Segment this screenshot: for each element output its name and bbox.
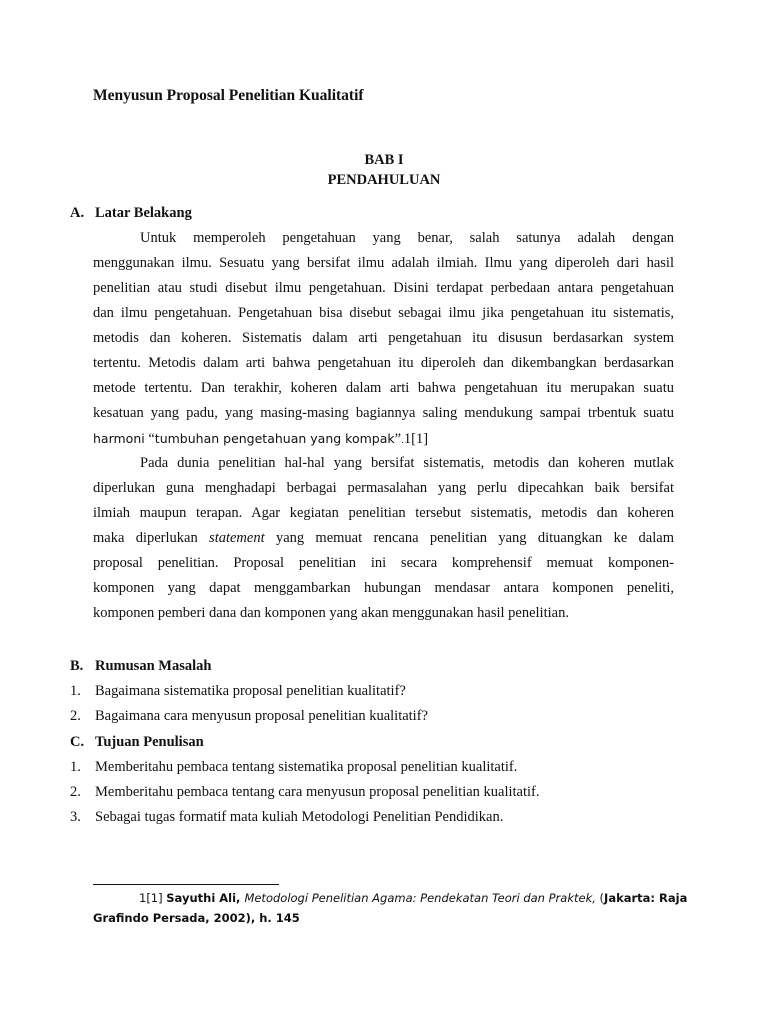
paragraph-2-line xyxy=(93,526,674,551)
quote-close: ” xyxy=(394,431,402,447)
paragraph-2 xyxy=(93,451,674,626)
list-text: Bagaimana cara menyusun proposal penelitian kualitatif? xyxy=(95,708,428,724)
list-item xyxy=(70,704,428,729)
list-number: 1. xyxy=(70,683,81,699)
chapter-title: PENDAHULUAN xyxy=(327,172,441,188)
footnote-line-2 xyxy=(93,908,683,928)
section-b-title: Rumusan Masalah xyxy=(95,658,212,674)
document-title: Menyusun Proposal Penelitian Kualitatif xyxy=(93,87,364,104)
footnote-paren-open: ( xyxy=(595,891,605,905)
paragraph-2-line: komponen pemberi dana dan komponen yang akan menggunakan hasil penelitian. xyxy=(93,605,569,621)
rumusan-masalah-list xyxy=(70,679,428,729)
chapter-number: BAB I xyxy=(364,152,404,168)
statement-italic: statement xyxy=(209,530,265,546)
paragraph-2-line: komponen yang dapat menggambarkan hubungan mendasar antara komponen peneliti, xyxy=(93,580,674,596)
section-c-title: Tujuan Penulisan xyxy=(95,734,204,750)
quoted-phrase: tumbuhan pengetahuan yang kompak xyxy=(154,431,395,446)
paragraph-1-line: dan ilmu pengetahuan. Pengetahuan bisa disebut sebagai ilmu jika pengetahuan itu sistematis, xyxy=(93,305,674,321)
section-b-heading xyxy=(70,658,211,675)
paragraph-1-line: tertentu. Metodis dalam arti bahwa pengetahuan itu diperoleh dan dikembangkan berdasarkan xyxy=(93,355,674,371)
paragraph-1-line: menggunakan ilmu. Sesuatu yang bersifat ilmu adalah ilmiah. Ilmu yang diperoleh dari hasil xyxy=(93,255,674,271)
paragraph-1-line: penelitian atau studi disebut ilmu pengetahuan. Disini terdapat perbedaan antara pengetahuan xyxy=(93,280,674,296)
statement-post: yang memuat rencana penelitian yang dituangkan ke dalam xyxy=(264,530,674,546)
paragraph-1 xyxy=(93,226,674,451)
statement-pre: maka diperlukan xyxy=(93,530,210,546)
footnote-book-title: Metodologi Penelitian Agama: Pendekatan Teori dan Praktek, xyxy=(244,891,596,905)
footnote-separator xyxy=(93,884,279,885)
paragraph-2-line: diperlukan guna menghadapi berbagai permasalahan yang perlu dipecahkan baik bersifat xyxy=(93,480,674,496)
footnote-marker[interactable]: 1[1] xyxy=(139,891,167,905)
footnote-publisher-1: Jakarta: Raja xyxy=(604,891,688,905)
list-item xyxy=(70,679,428,704)
paragraph-1-last-line xyxy=(93,426,674,451)
list-number: 1. xyxy=(70,759,81,775)
list-text: Memberitahu pembaca tentang cara menyusun proposal penelitian kualitatif. xyxy=(95,784,540,800)
harmoni-word: harmoni xyxy=(93,431,145,446)
list-number: 2. xyxy=(70,708,81,724)
paragraph-1-line: kesatuan yang padu, yang masing-masing bagiannya saling mendukung sampai trbentuk suatu xyxy=(93,405,674,421)
list-text: Bagaimana sistematika proposal penelitian kualitatif? xyxy=(95,683,406,699)
list-text: Sebagai tugas formatif mata kuliah Metodologi Penelitian Pendidikan. xyxy=(95,809,504,825)
list-text: Memberitahu pembaca tentang sistematika proposal penelitian kualitatif. xyxy=(95,759,518,775)
section-a-heading xyxy=(70,205,192,222)
list-number: 3. xyxy=(70,809,81,825)
paragraph-2-line: ilmiah maupun terapan. Agar kegiatan penelitian tersebut sistematis, metodis dan koheren xyxy=(93,505,674,521)
section-c-label: C. xyxy=(70,734,85,750)
tujuan-penulisan-list xyxy=(70,755,540,830)
footnote-ref-link[interactable]: 1[1] xyxy=(403,431,429,447)
list-number: 2. xyxy=(70,784,81,800)
section-c-heading xyxy=(70,734,204,751)
section-a-label: A. xyxy=(70,205,85,221)
list-item xyxy=(70,755,540,780)
section-b-label: B. xyxy=(70,658,84,674)
list-item xyxy=(70,780,540,805)
list-item xyxy=(70,805,540,830)
footnote-publisher-2: Grafindo Persada, 2002 xyxy=(93,911,246,925)
paragraph-1-line: metodis dan koheren. Sistematis dalam arti pengetahuan itu disusun berdasarkan system xyxy=(93,330,674,346)
ref-dot: . xyxy=(401,436,404,446)
section-a-title: Latar Belakang xyxy=(95,205,192,221)
paragraph-1-line: Untuk memperoleh pengetahuan yang benar, salah satunya adalah dengan xyxy=(140,230,674,246)
paragraph-1-line: metode tertentu. Dan terakhir, koheren dalam arti bahwa pengetahuan itu merupakan suatu xyxy=(93,380,674,396)
footnote-author: Sayuthi Ali, xyxy=(166,891,245,905)
quote-open: “ xyxy=(144,431,155,447)
footnote-page: ), h. 145 xyxy=(245,911,300,925)
paragraph-2-line: proposal penelitian. Proposal penelitian ini secara komprehensif memuat komponen- xyxy=(93,555,674,571)
footnote xyxy=(93,888,688,928)
footnote-line-1 xyxy=(93,888,688,908)
paragraph-2-line: Pada dunia penelitian hal-hal yang bersifat sistematis, metodis dan koheren mutlak xyxy=(140,455,674,471)
